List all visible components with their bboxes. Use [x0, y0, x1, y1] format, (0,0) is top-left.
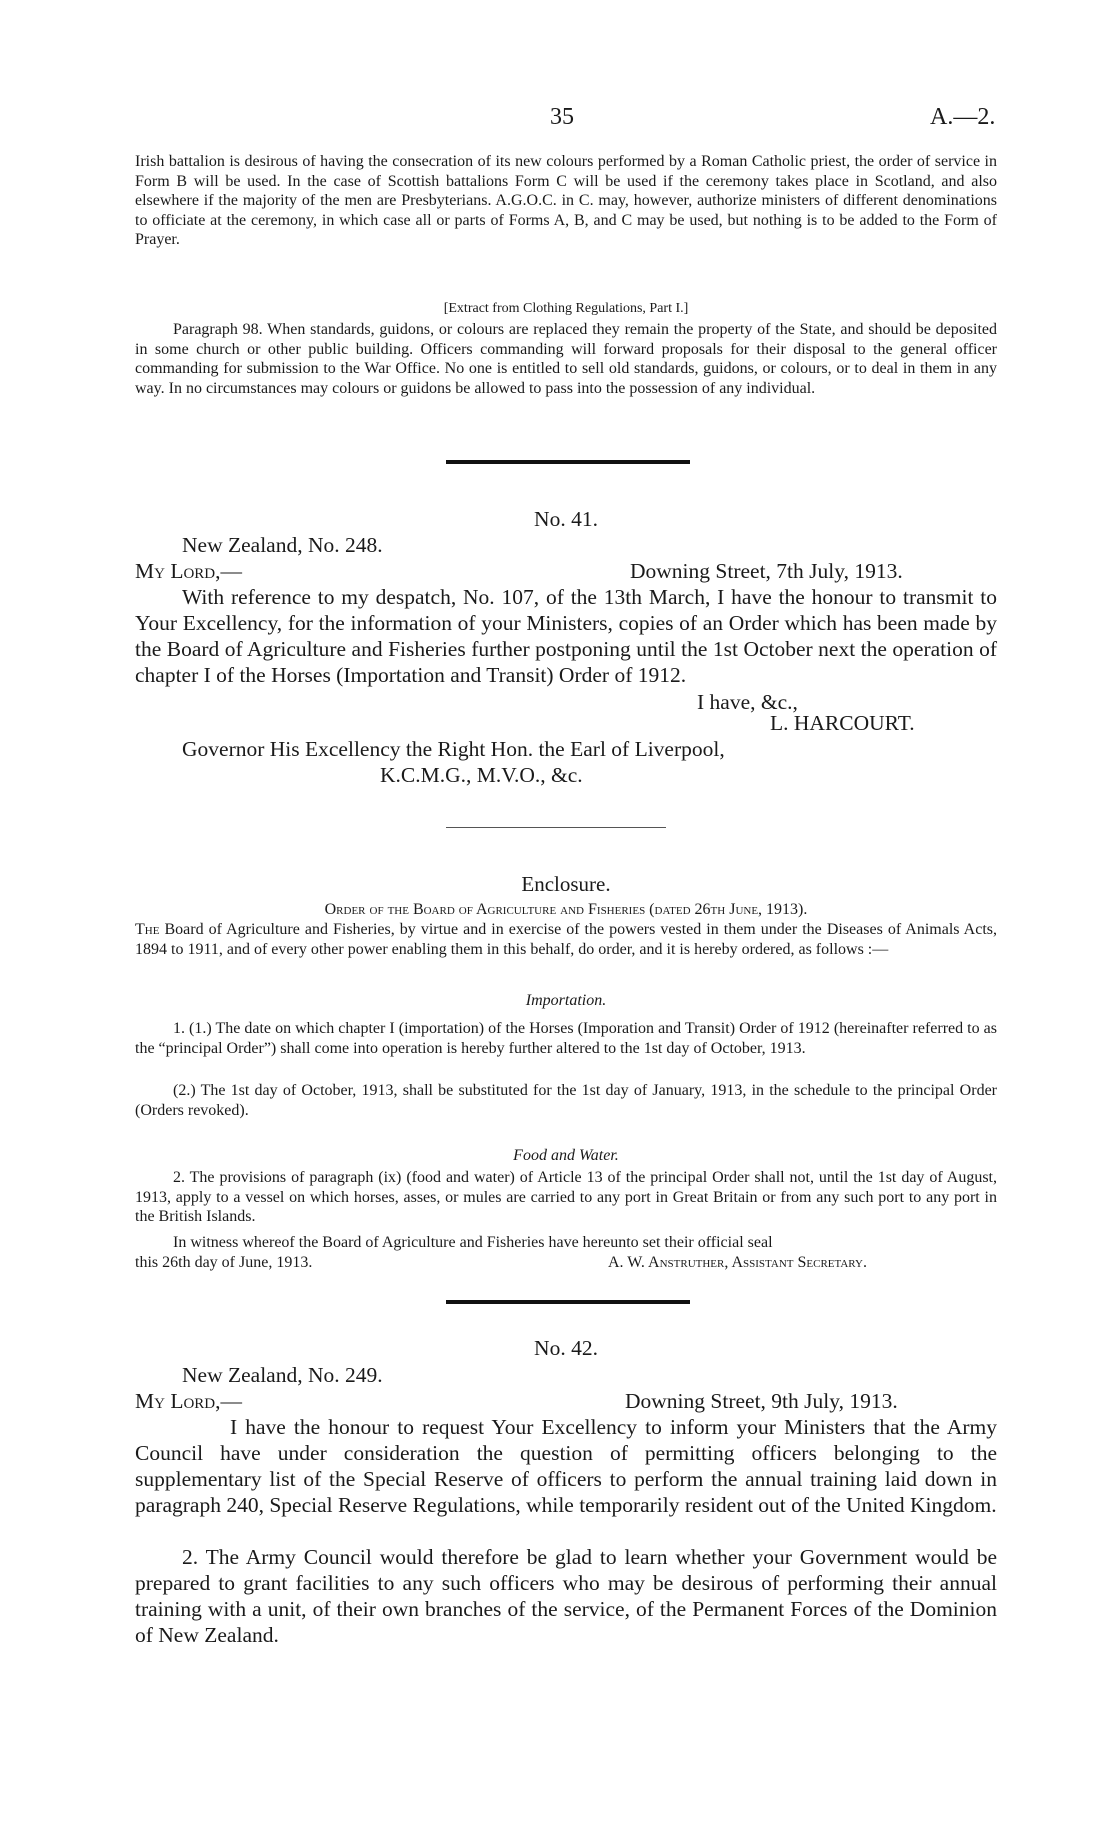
food-water-heading: Food and Water.: [513, 1147, 619, 1164]
document-reference: A.—2.: [930, 104, 996, 130]
despatch-42-reference: New Zealand, No. 249.: [182, 1363, 383, 1387]
despatch-42-paragraph-2: 2. The Army Council would therefore be glad to learn whether your Government would be prepared to grant facilities to any such officers who may be desirous of performing their annual training with a unit, of their own branches of the service, of the Permanent Forces of the Dominion of New Zealand.: [135, 1545, 997, 1647]
continuation-paragraph: Irish battalion is desirous of having the consecration of its new colours performed by a Roman Catholic priest, the order of service in Form B will be used. In the case of Scottish battalions Form C will be used if the ceremony takes place in Scotland, and also elsewhere if the majority of the men are Presbyterians. A.G.O.C. in C. may, however, authorize ministers of different denominations to officiate at the ceremony, in which case all or parts of Forms A, B, and C may be used, but nothing is to be added to the Form of Prayer.: [135, 153, 997, 248]
despatch-41-reference: New Zealand, No. 248.: [182, 533, 383, 557]
despatch-41-signature: L. HARCOURT.: [770, 711, 915, 735]
page-number: 35: [550, 104, 574, 130]
order-title: Order of the Board of Agriculture and Fisheries (dated 26th June, 1913).: [324, 901, 808, 918]
section-divider: [446, 460, 690, 464]
section-divider-2: [446, 1300, 690, 1304]
order-preamble: The Board of Agriculture and Fisheries, by virtue and in exercise of the powers vested in them under the Diseases of Animals Acts, 1894 to 1911, and of every other power enabling them in this behalf, do order, and it is hereby ordered, as follows :—: [135, 921, 997, 958]
despatch-42-salutation: My Lord,—: [135, 1389, 243, 1413]
extract-heading: [Extract from Clothing Regulations, Part I.]: [443, 301, 689, 316]
witness-clause: In witness whereof the Board of Agriculture and Fisheries have hereunto set their official seal: [173, 1234, 773, 1251]
clause-1-1: 1. (1.) The date on which chapter I (importation) of the Horses (Imporation and Transit) Order of 1912 (hereinafter referred to as the “principal Order”) shall come into operation is hereby further altered to the 1st day of October, 1913.: [135, 1020, 997, 1057]
enclosure-title: Enclosure.: [521, 872, 611, 896]
despatch-42-number: No. 42.: [534, 1336, 598, 1360]
despatch-41-body: With reference to my despatch, No. 107, of the 13th March, I have the honour to transmit to Your Excellency, for the information of your Ministers, copies of an Order which has been made by the Board of Agriculture and Fisheries further postponing until the 1st October next the operation of chapter I of the Horses (Importation and Transit) Order of 1912.: [135, 585, 997, 687]
clause-2: 2. The provisions of paragraph (ix) (food and water) of Article 13 of the principal Order shall not, until the 1st day of August, 1913, apply to a vessel on which horses, asses, or mules are carried to any port in Great Britain or from any such port to any port in the British Islands.: [135, 1169, 997, 1225]
despatch-41-honours: K.C.M.G., M.V.O., &c.: [380, 763, 583, 787]
despatch-41-salutation: My Lord,—: [135, 559, 243, 583]
despatch-42-place-date: Downing Street, 9th July, 1913.: [625, 1389, 898, 1413]
clause-1-2: (2.) The 1st day of October, 1913, shall be substituted for the 1st day of January, 1913, in the schedule to the principal Order (Orders revoked).: [135, 1082, 997, 1119]
witness-date: this 26th day of June, 1913.: [135, 1254, 313, 1271]
preamble-lead: The: [135, 921, 160, 938]
paragraph-98: Paragraph 98. When standards, guidons, or colours are replaced they remain the property of the State, and should be deposited in some church or other public building. Officers commanding will forward proposals for their disposal to the general officer commanding for submission to the War Office. No one is entitled to sell old standards, guidons, or colours, or to deal in them in any way. In no circumstances may colours or guidons be allowed to pass into the possession of any individual.: [135, 321, 997, 397]
despatch-41-closing: I have, &c.,: [697, 690, 798, 714]
despatch-42-paragraph-1: I have the honour to request Your Excellency to inform your Ministers that the Army Council have under consideration the question of permitting officers belonging to the supplementary list of the Special Reserve of officers to perform the annual training laid down in paragraph 240, Special Reserve Regulations, while temporarily resident out of the United Kingdom.: [135, 1415, 997, 1517]
despatch-41-number: No. 41.: [534, 507, 598, 531]
importation-heading: Importation.: [525, 992, 607, 1009]
minor-divider: [446, 827, 666, 828]
signatory: A. W. Anstruther, Assistant Secretary.: [608, 1254, 867, 1271]
despatch-41-addressee: Governor His Excellency the Right Hon. the Earl of Liverpool,: [182, 737, 725, 761]
despatch-41-place-date: Downing Street, 7th July, 1913.: [630, 559, 903, 583]
